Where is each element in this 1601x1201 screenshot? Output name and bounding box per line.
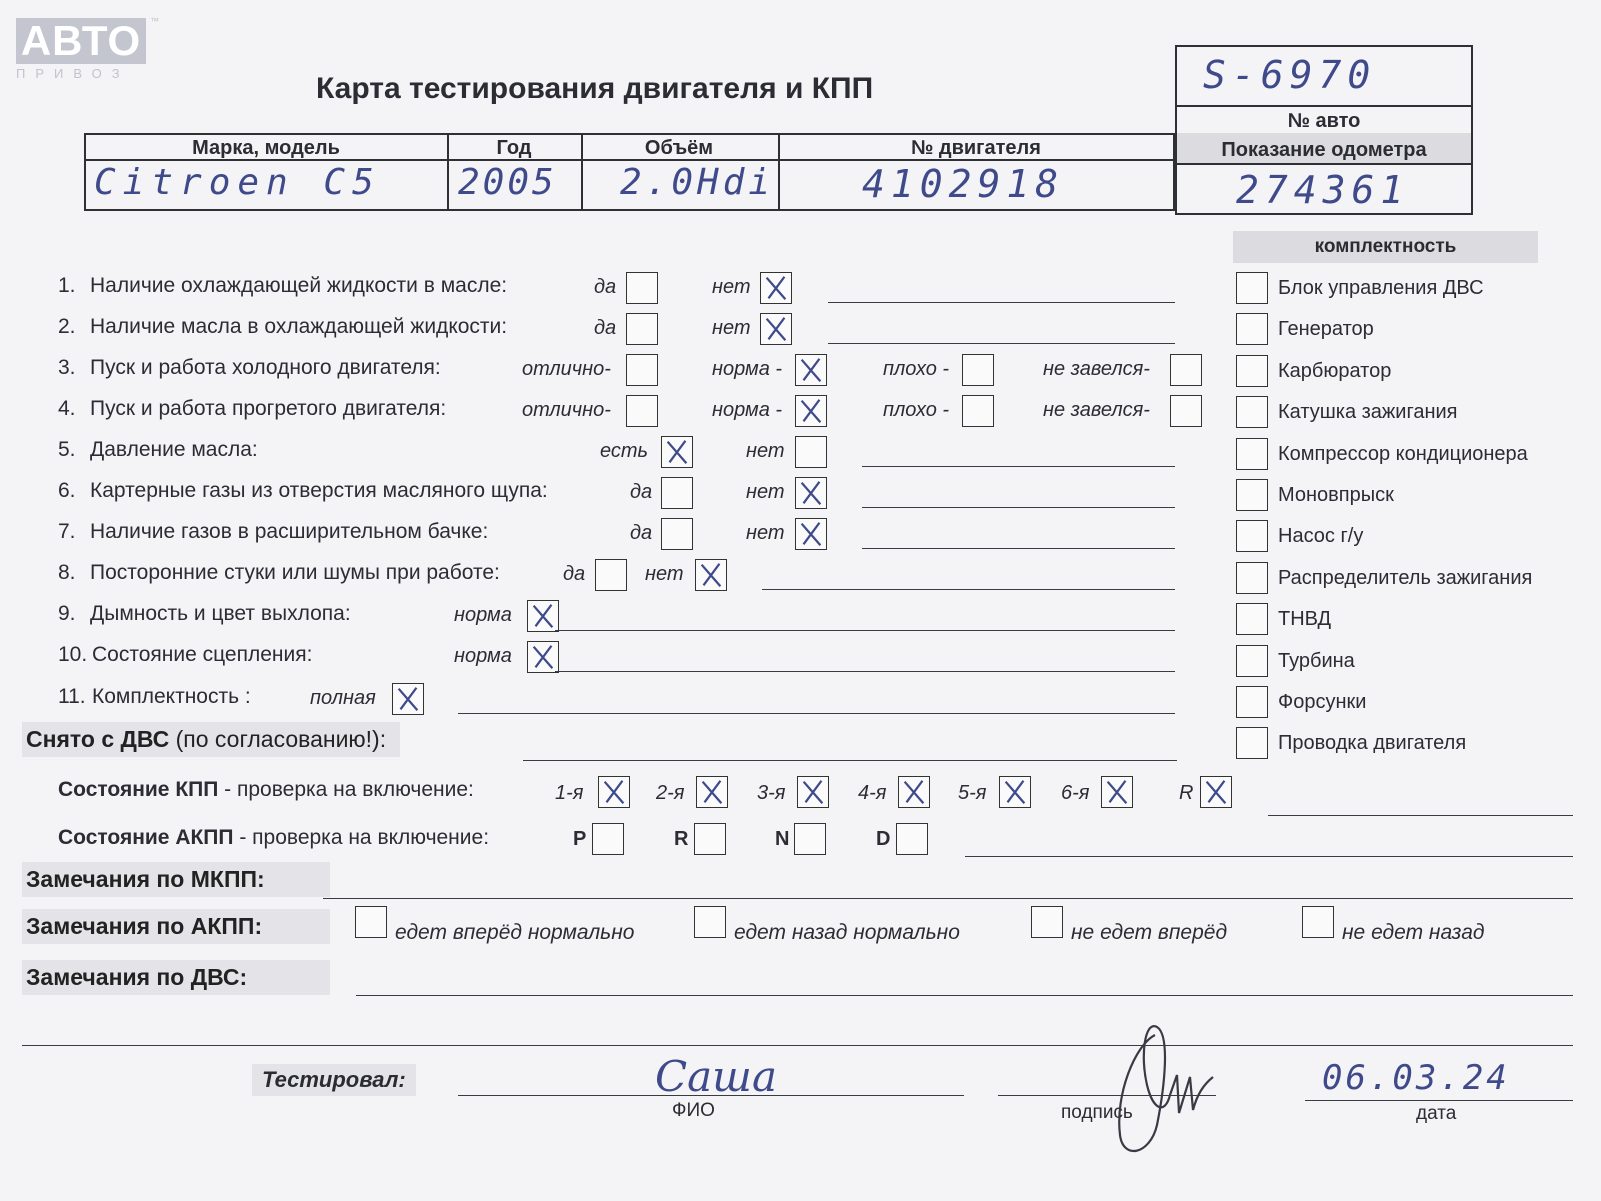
question-1-number: 1.: [58, 274, 76, 297]
akpp-remark-option-1-checkbox[interactable]: [355, 906, 387, 938]
question-5-opt1-label: есть: [600, 440, 649, 462]
kpp-label: Состояние КПП - проверка на включение:: [58, 778, 474, 801]
col-year: Год: [496, 137, 532, 159]
question-4-opt1-checkbox[interactable]: [626, 395, 658, 427]
question-6-opt2-checkbox[interactable]: [795, 477, 827, 509]
kpp-gear-4-checkbox[interactable]: [898, 776, 930, 808]
question-3-opt4-checkbox[interactable]: [1170, 354, 1202, 386]
akpp-pos-P-label: P: [573, 828, 587, 850]
question-8-opt2-label: нет: [645, 563, 684, 585]
completeness-item-6-label: Моновпрыск: [1278, 484, 1394, 506]
kpp-gear-7-checkbox[interactable]: [1200, 776, 1232, 808]
question-3-opt4-label: не завелся-: [1043, 358, 1150, 380]
completeness-item-6-checkbox[interactable]: [1236, 479, 1268, 511]
value-volume: 2.0Hdi: [620, 162, 775, 203]
question-1-opt1-label: да: [594, 276, 617, 298]
completeness-item-7-checkbox[interactable]: [1236, 520, 1268, 552]
question-7-opt2-checkbox[interactable]: [795, 518, 827, 550]
logo-trademark: ™: [150, 16, 159, 26]
completeness-item-3-label: Карбюратор: [1278, 359, 1392, 382]
question-2-opt1-label: да: [594, 317, 617, 339]
question-9-text: Дымность и цвет выхлопа:: [90, 602, 351, 625]
question-7-text: Наличие газов в расширительном бачке:: [90, 520, 489, 543]
completeness-item-12-label: Проводка двигателя: [1278, 732, 1467, 755]
akpp-remark-option-3-label: не едет вперёд: [1071, 921, 1228, 944]
kpp-gear-6-checkbox[interactable]: [1101, 776, 1133, 808]
question-7-number: 7.: [58, 520, 76, 543]
question-10-number: 10.: [58, 643, 88, 666]
completeness-item-3-checkbox[interactable]: [1236, 355, 1268, 387]
question-2-text: Наличие масла в охлаждающей жидкости:: [90, 315, 508, 338]
kpp-gear-3-label: 3-я: [757, 782, 786, 804]
auto-number-box: [1175, 45, 1473, 107]
kpp-gear-5-checkbox[interactable]: [999, 776, 1031, 808]
question-6-opt1-checkbox[interactable]: [661, 477, 693, 509]
akpp-label: Состояние АКПП - проверка на включение:: [58, 826, 490, 849]
value-year: 2005: [458, 162, 557, 203]
col-engine-number: № двигателя: [911, 137, 1041, 159]
akpp-remark-option-2-checkbox[interactable]: [694, 906, 726, 938]
kpp-gear-3-checkbox[interactable]: [797, 776, 829, 808]
value-odometer: 274361: [1236, 168, 1410, 212]
completeness-item-10-label: Турбина: [1278, 649, 1355, 672]
completeness-item-9-label: ТНВД: [1278, 608, 1332, 631]
question-4-opt3-checkbox[interactable]: [962, 395, 994, 427]
question-4-opt4-label: не завелся-: [1043, 399, 1150, 421]
kpp-gear-2-label: 2-я: [656, 782, 685, 804]
question-3-opt2-label: норма -: [712, 358, 783, 380]
question-3-opt3-label: плохо -: [883, 358, 950, 380]
question-6-text: Картерные газы из отверстия масляного щупа:: [90, 479, 548, 502]
tester-name: Саша: [655, 1052, 778, 1101]
value-make-model: Citroen C5: [94, 162, 381, 203]
col-odometer: Показание одометра: [1221, 139, 1427, 161]
completeness-item-8-checkbox[interactable]: [1236, 562, 1268, 594]
kpp-gear-1-checkbox[interactable]: [598, 776, 630, 808]
akpp-pos-N-label: N: [775, 828, 790, 850]
completeness-item-11-label: Форсунки: [1278, 691, 1367, 713]
question-4-opt2-checkbox[interactable]: [795, 395, 827, 427]
question-3-opt1-checkbox[interactable]: [626, 354, 658, 386]
test-date: 06.03.24: [1322, 1058, 1510, 1098]
question-8-opt1-checkbox[interactable]: [595, 559, 627, 591]
question-4-opt1-label: отлично-: [522, 399, 611, 421]
completeness-item-9-checkbox[interactable]: [1236, 603, 1268, 635]
question-2-opt1-checkbox[interactable]: [626, 313, 658, 345]
question-2-number: 2.: [58, 315, 76, 338]
kpp-gear-6-label: 6-я: [1061, 782, 1090, 804]
value-engine-number: 4102918: [862, 162, 1065, 206]
removed-label: Снято с ДВС (по согласованию!):: [22, 722, 400, 757]
question-9-opt1-label: норма: [454, 604, 512, 626]
signature: [1095, 1015, 1235, 1165]
akpp-remark-option-1-label: едет вперёд нормально: [395, 921, 635, 944]
question-8-opt2-checkbox[interactable]: [695, 559, 727, 591]
completeness-item-5-checkbox[interactable]: [1236, 438, 1268, 470]
question-5-number: 5.: [58, 438, 76, 461]
completeness-item-5-label: Компрессор кондиционера: [1278, 442, 1528, 465]
question-4-text: Пуск и работа прогретого двигателя:: [90, 397, 447, 420]
akpp-remark-option-2-label: едет назад нормально: [734, 921, 960, 944]
question-11-opt1-checkbox[interactable]: [392, 683, 424, 715]
kpp-gear-7-label: R: [1179, 782, 1194, 804]
question-2-opt2-label: нет: [712, 317, 751, 339]
name-caption: ФИО: [672, 1100, 715, 1121]
completeness-item-2-checkbox[interactable]: [1236, 313, 1268, 345]
question-9-number: 9.: [58, 602, 76, 625]
kpp-gear-1-label: 1-я: [555, 782, 584, 804]
col-make-model: Марка, модель: [192, 137, 340, 159]
question-10-text: Состояние сцепления:: [92, 643, 313, 666]
completeness-title: комплектность: [1233, 231, 1538, 263]
logo-subtitle: ПРИВОЗ: [16, 66, 130, 81]
akpp-pos-D-label: D: [876, 828, 891, 850]
question-3-text: Пуск и работа холодного двигателя:: [90, 356, 441, 379]
date-caption: дата: [1416, 1103, 1457, 1124]
question-3-number: 3.: [58, 356, 76, 379]
question-3-opt2-checkbox[interactable]: [795, 354, 827, 386]
question-1-opt2-label: нет: [712, 276, 751, 298]
akpp-pos-2-checkbox[interactable]: [694, 823, 726, 855]
question-2-opt2-checkbox[interactable]: [760, 313, 792, 345]
question-5-opt1-checkbox[interactable]: [661, 436, 693, 468]
akpp-remark-option-3-checkbox[interactable]: [1031, 906, 1063, 938]
question-11-opt1-label: полная: [310, 687, 376, 709]
question-7-opt2-label: нет: [746, 522, 785, 544]
completeness-item-8-label: Распределитель зажигания: [1278, 566, 1533, 589]
completeness-item-1-checkbox[interactable]: [1236, 272, 1268, 304]
question-8-number: 8.: [58, 561, 76, 584]
akpp-remark-option-4-label: не едет назад: [1342, 921, 1485, 944]
completeness-item-4-label: Катушка зажигания: [1278, 401, 1458, 424]
auto-number-label: № авто: [1287, 110, 1361, 132]
question-4-number: 4.: [58, 397, 76, 420]
auto-number-value: S-6970: [1203, 53, 1377, 97]
akpp-pos-R-label: R: [674, 828, 689, 850]
remarks-dvs-label: Замечания по ДВС:: [22, 960, 330, 995]
question-9-opt1-checkbox[interactable]: [527, 600, 559, 632]
completeness-item-7-label: Насос г/у: [1278, 525, 1364, 548]
question-6-opt2-label: нет: [746, 481, 785, 503]
question-6-opt1-label: да: [630, 481, 653, 503]
completeness-item-10-checkbox[interactable]: [1236, 645, 1268, 677]
question-3-opt3-checkbox[interactable]: [962, 354, 994, 386]
question-8-opt1-label: да: [563, 563, 586, 585]
question-10-opt1-checkbox[interactable]: [527, 641, 559, 673]
kpp-gear-4-label: 4-я: [858, 782, 887, 804]
completeness-item-4-checkbox[interactable]: [1236, 396, 1268, 428]
remarks-mkpp-label: Замечания по МКПП:: [22, 862, 330, 897]
question-10-opt1-label: норма: [454, 645, 512, 667]
question-1-text: Наличие охлаждающей жидкости в масле:: [90, 274, 508, 297]
completeness-item-12-checkbox[interactable]: [1236, 727, 1268, 759]
akpp-remark-option-4-checkbox[interactable]: [1302, 906, 1334, 938]
question-4-opt3-label: плохо -: [883, 399, 950, 421]
page-title: Карта тестирования двигателя и КПП: [316, 72, 874, 105]
kpp-gear-2-checkbox[interactable]: [696, 776, 728, 808]
question-11-text: Комплектность :: [92, 685, 251, 708]
remarks-akpp-label: Замечания по АКПП:: [22, 909, 330, 944]
question-6-number: 6.: [58, 479, 76, 502]
question-11-number: 11.: [58, 685, 86, 708]
completeness-item-11-checkbox[interactable]: [1236, 686, 1268, 718]
tested-by-label: Тестировал:: [252, 1064, 416, 1096]
question-1-opt1-checkbox[interactable]: [626, 272, 658, 304]
question-7-opt1-label: да: [630, 522, 653, 544]
question-5-opt2-checkbox[interactable]: [795, 436, 827, 468]
question-4-opt4-checkbox[interactable]: [1170, 395, 1202, 427]
completeness-item-2-label: Генератор: [1278, 318, 1374, 341]
akpp-pos-3-checkbox[interactable]: [794, 823, 826, 855]
question-8-text: Посторонние стуки или шумы при работе:: [90, 561, 500, 584]
question-1-opt2-checkbox[interactable]: [760, 272, 792, 304]
question-7-opt1-checkbox[interactable]: [661, 518, 693, 550]
akpp-pos-4-checkbox[interactable]: [896, 823, 928, 855]
question-4-opt2-label: норма -: [712, 399, 783, 421]
signature-caption: подпись: [1061, 1102, 1133, 1123]
akpp-pos-1-checkbox[interactable]: [592, 823, 624, 855]
question-5-opt2-label: нет: [746, 440, 785, 462]
completeness-item-1-label: Блок управления ДВС: [1278, 277, 1484, 299]
question-3-opt1-label: отлично-: [522, 358, 611, 380]
question-5-text: Давление масла:: [90, 438, 258, 461]
logo: АВТО: [16, 18, 146, 64]
col-volume: Объём: [644, 137, 714, 159]
kpp-gear-5-label: 5-я: [958, 782, 987, 804]
